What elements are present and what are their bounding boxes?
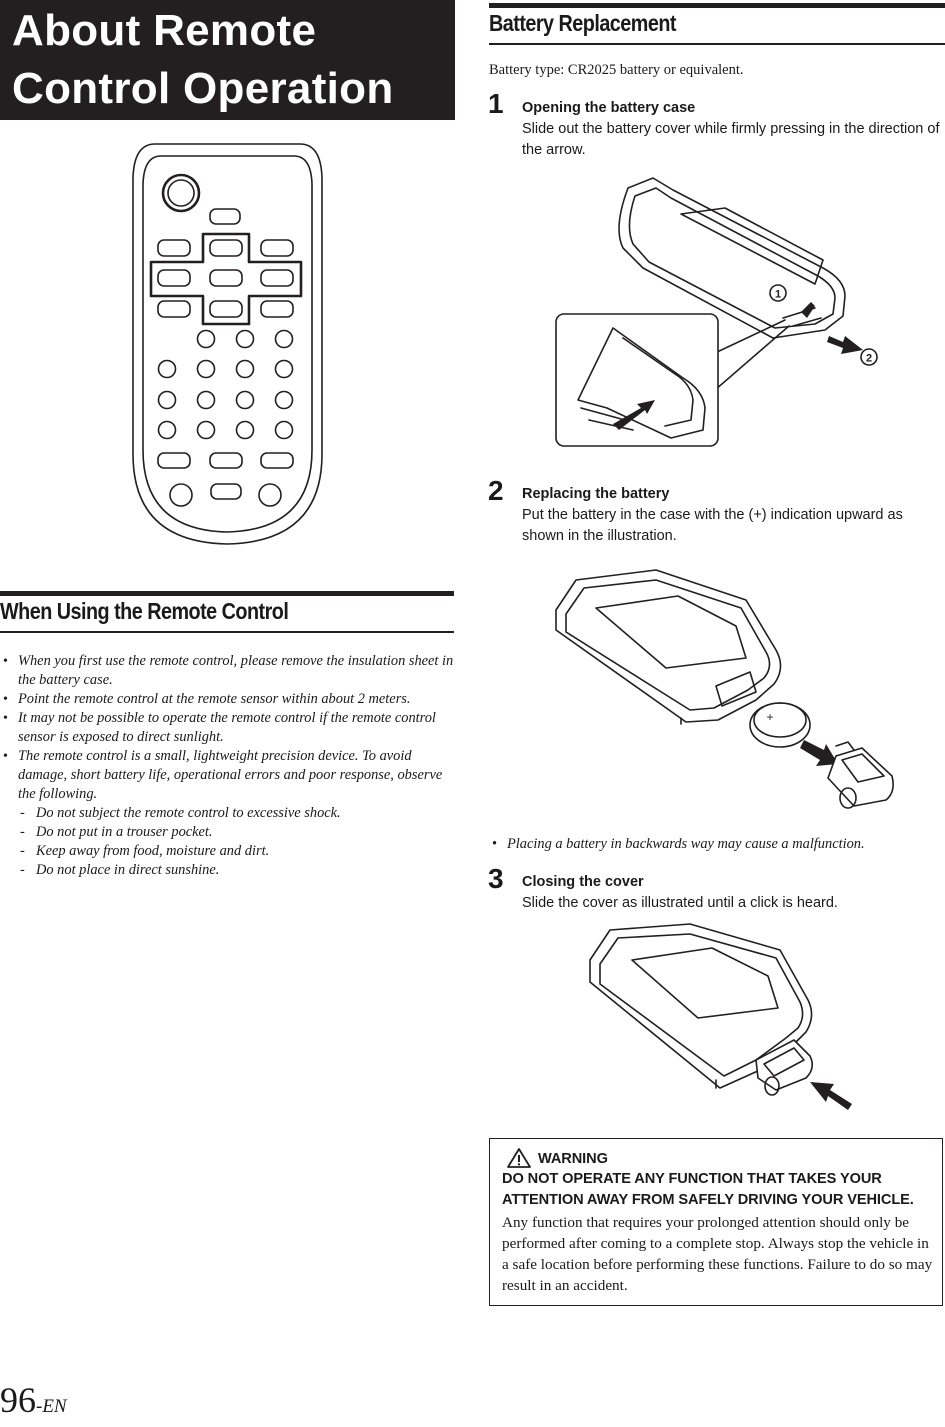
slide-arrow-icon (827, 336, 863, 354)
step-body: Put the battery in the case with the (+) indication upward as shown in the illustration. (522, 507, 903, 544)
zoom-inset (556, 314, 718, 446)
step-title: Opening the battery case (522, 100, 696, 116)
caution-item: - Do not put in a trouser pocket. (0, 823, 455, 842)
section-rule-bottom (489, 43, 945, 45)
step-body: Slide out the battery cover while firmly pressing in the direction of the arrow. (522, 121, 940, 158)
closing-cover-illustration (580, 920, 855, 1115)
step-body: Slide the cover as illustrated until a click is heard. (522, 895, 838, 911)
step-title: Replacing the battery (522, 486, 670, 502)
remote-section-heading: When Using the Remote Control (0, 598, 289, 624)
page-title-line-2: Control Operation (12, 64, 394, 113)
note-item: • When you first use the remote control, please remove the insulation sheet in the battery case. (0, 652, 455, 690)
page-title (12, 2, 452, 118)
step-number: 3 (488, 863, 504, 894)
note-item: • The remote control is a small, lightweight precision device. To avoid damage, short battery life, operational errors and poor response, observe the following. (0, 747, 455, 804)
callout-2: 2 (865, 352, 873, 365)
bullet-icon: • (492, 836, 498, 852)
battery-type-text: Battery type: CR2025 battery or equivalent. (489, 62, 744, 78)
step-title: Closing the cover (522, 874, 644, 890)
warning-triangle-icon (506, 1147, 532, 1169)
step-number: 1 (488, 88, 504, 119)
page-number (0, 1380, 67, 1427)
warning-label: WARNING (538, 1151, 608, 1167)
caution-item: - Keep away from food, moisture and dirt. (0, 842, 455, 861)
note-item: • It may not be possible to operate the remote control if the remote control sensor is exposed to direct sunlight. (0, 709, 455, 747)
caution-item: - Do not subject the remote control to excessive shock. (0, 804, 455, 823)
warning-caps-text: DO NOT OPERATE ANY FUNCTION THAT TAKES YOUR ATTENTION AWAY FROM SAFELY DRIVING YOUR VEHICLE. (502, 1171, 914, 1208)
step-number: 2 (488, 475, 504, 506)
battery-note-text: Placing a battery in backwards way may cause a malfunction. (507, 836, 865, 852)
remote-control-illustration (125, 138, 330, 550)
note-item: • Point the remote control at the remote sensor within about 2 meters. (0, 690, 455, 709)
replacing-battery-illustration (536, 560, 898, 818)
warning-body-text: Any function that requires your prolonged attention should only be performed after coming to a complete stop. Always stop the vehicle in a safe location before performing these functions. Failure to do so may result in an accident. (502, 1214, 933, 1294)
page-number-suffix: -EN (36, 1396, 67, 1417)
battery-section-heading: Battery Replacement (489, 10, 676, 36)
caution-item: - Do not place in direct sunshine. (0, 861, 455, 880)
callout-1: 1 (774, 288, 782, 301)
battery-cover-tray (828, 742, 893, 808)
section-rule-top (489, 3, 945, 8)
page-title-line-1: About Remote (12, 6, 317, 55)
page-number-value: 96 (0, 1380, 36, 1420)
push-arrow-icon (810, 1082, 852, 1110)
section-rule-top (0, 591, 454, 596)
section-rule-bottom (0, 631, 454, 633)
battery-coin (750, 703, 810, 747)
opening-battery-case-illustration (553, 168, 898, 450)
battery-plus-mark: + (766, 710, 774, 724)
insert-arrow-icon (800, 740, 838, 766)
remote-usage-notes (0, 652, 455, 880)
